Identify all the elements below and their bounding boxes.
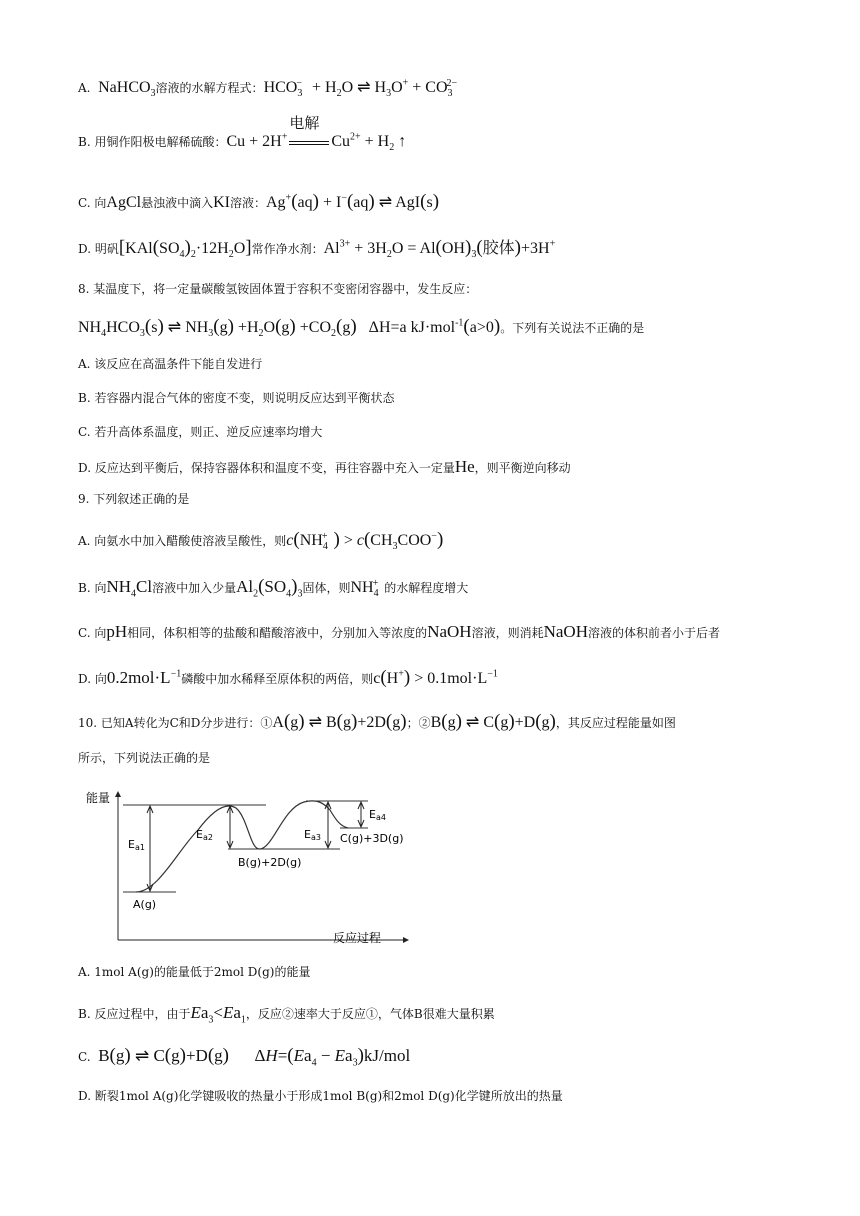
q9-option-c: C. 向pH相同，体积相等的盐酸和醋酸溶液中，分别加入等浓度的NaOH溶液，则消耗NaOH溶液的体积前者小于后者 bbox=[78, 622, 720, 641]
ea2-label: E bbox=[196, 828, 203, 841]
svg-text:Ea4 bbox=[369, 808, 386, 822]
energy-profile-diagram bbox=[78, 780, 428, 950]
ea1-label: E bbox=[128, 838, 135, 851]
reaction-energy-curve bbox=[136, 801, 348, 892]
ea3-label: E bbox=[304, 828, 311, 841]
ea1-label-sub: a1 bbox=[134, 843, 145, 852]
q10-option-b: B. 反应过程中，由于$Ea_3<Ea_1$，反应②速率大于反应①，气体B很难大量积累 bbox=[78, 1003, 495, 1026]
ea3-label-sub: a3 bbox=[310, 833, 321, 842]
q7-option-a: A. NaHCO$_3$溶液的水解方程式：$HCO_3^- + H_2O$ ⇌ $H_3O^+ + CO_3^{2-}$ bbox=[78, 77, 458, 100]
state-a-label: A(g) bbox=[133, 898, 157, 911]
x-axis-label: 反应过程 bbox=[333, 931, 382, 945]
q7-option-d: D. 明矾$[KAl(SO_4)_2\cdot 12H_2O]$常作净水剂：$Al^{3+} + 3H_2O = Al(OH)_3$(胶体)+3H+ bbox=[78, 237, 556, 261]
q8-option-b: B. 若容器内混合气体的密度不变，则说明反应达到平衡状态 bbox=[78, 391, 395, 405]
q9-stem: 9. 下列叙述正确的是 bbox=[78, 492, 190, 506]
ea2-label-sub: a2 bbox=[202, 833, 213, 842]
q8-stem: 8. 某温度下，将一定量碳酸氢铵固体置于容积不变密闭容器中，发生反应： bbox=[78, 282, 478, 296]
q7-option-b: B. 用铜作阳极电解稀硫酸：Cu + 2H+ 电解 $Cu^{2+} + H_2$ ↑ bbox=[78, 114, 407, 154]
q8-option-c: C. 若升高体系温度，则正、逆反应速率均增大 bbox=[78, 425, 323, 439]
q10-option-a: A. 1mol A(g)的能量低于2mol D(g)的能量 bbox=[78, 965, 311, 979]
svg-text:Ea3 bbox=[304, 828, 321, 842]
y-axis-label: 能量 bbox=[86, 791, 111, 805]
q9-option-b: B. 向$NH_4Cl$溶液中加入少量$Al_2(SO_4)_3$固体，则$NH_4^+$ 的水解程度增大 bbox=[78, 576, 469, 600]
ea4-label: E bbox=[369, 808, 376, 821]
ea4-label-sub: a4 bbox=[375, 813, 386, 822]
q9-option-d: D. 向$0.2mol\cdot L^{-1}$磷酸中加水稀释至原体积的两倍，则$c(H^+) > 0.1mol\cdot L^{-1}$ bbox=[78, 667, 498, 688]
state-b-label: B(g)+2D(g) bbox=[238, 856, 302, 869]
q10-stem-line1: 10. 已知A转化为C和D分步进行：①A(g) ⇌ B(g)+2D(g)；②B(g) ⇌ C(g)+D(g)，其反应过程能量如图 bbox=[78, 711, 676, 732]
q8-equation: $NH_4HCO_3(s)$ ⇌ $NH_3(g) +H_2O(g) +CO_2(g)$ ΔH=a kJ·mol$^{-1}$(a>0)。下列有关说法不正确的是 bbox=[78, 316, 645, 340]
svg-text:Ea1 bbox=[128, 838, 145, 852]
q10-stem-line2: 所示，下列说法正确的是 bbox=[78, 751, 211, 765]
q8-option-d: D. 反应达到平衡后，保持容器体积和温度不变，再往容器中充入一定量He，则平衡逆向移动 bbox=[78, 457, 571, 476]
state-c-label: C(g)+3D(g) bbox=[340, 832, 404, 845]
q8-option-a: A. 该反应在高温条件下能自发进行 bbox=[78, 357, 263, 371]
q10-option-d: D. 断裂1mol A(g)化学键吸收的热量小于形成1mol B(g)和2mol D(g)化学键所放出的热量 bbox=[78, 1089, 563, 1103]
q9-option-a: A. 向氨水中加入醋酸使溶液呈酸性，则$c(NH_4^+$ ) > $c(CH_3COO^-)$ bbox=[78, 529, 444, 553]
q10-option-c: C. B(g) ⇌ C(g)+D(g) $\Delta H=(Ea_4 - Ea_3)kJ/mol$ bbox=[78, 1045, 411, 1069]
q7-option-c: C. 向AgCl悬浊液中滴入KI溶液：Ag+(aq) + I−(aq) ⇌ AgI(s) bbox=[78, 191, 440, 212]
svg-text:Ea2 bbox=[196, 828, 213, 842]
